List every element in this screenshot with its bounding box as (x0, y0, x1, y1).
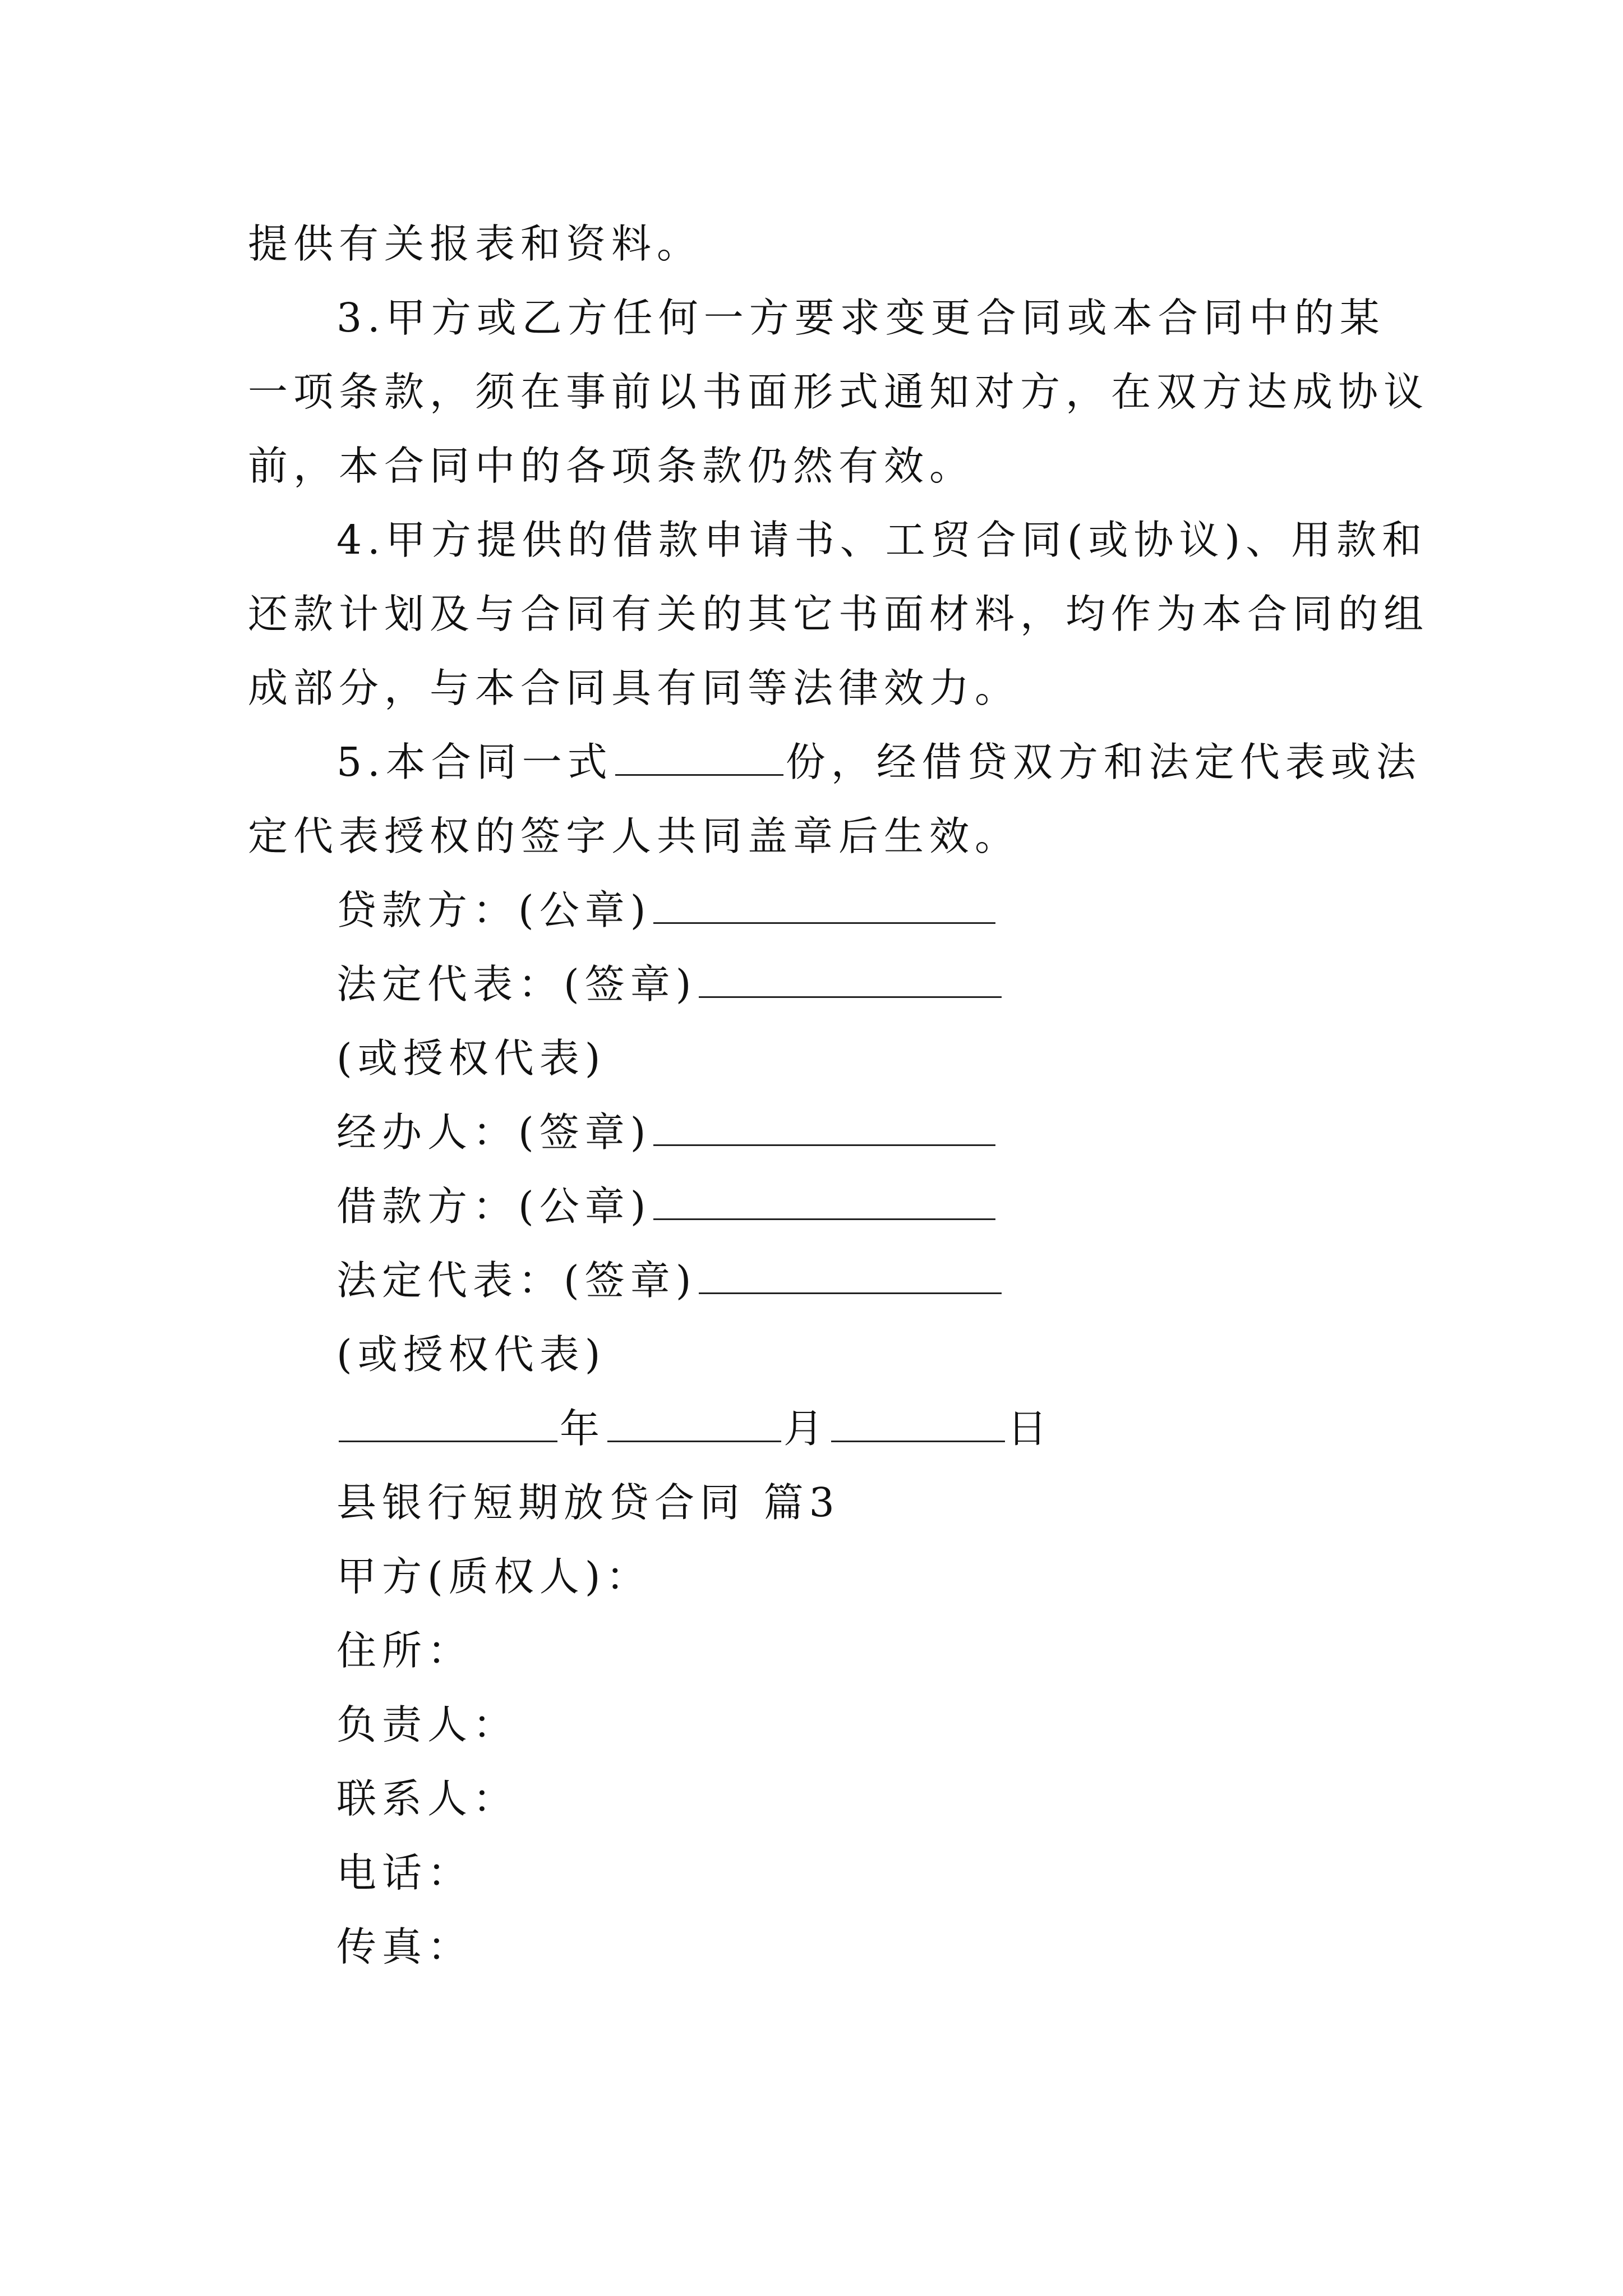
day-label: 日 (1007, 1405, 1053, 1452)
signature-blank (653, 889, 995, 924)
paragraph-line: 一项条款，须在事前以书面形式通知对方，在双方达成协议 (248, 369, 1430, 415)
signature-line-borrower-auth: (或授权代表) (336, 1331, 606, 1378)
party-a-label: 甲方(质权人)： (336, 1553, 652, 1600)
paragraph-line: 4.甲方提供的借款申请书、工贸合同(或协议)、用款和 (336, 517, 1428, 563)
paragraph-line (336, 731, 1422, 793)
paragraph-line: 前，本合同中的各项条款仍然有效。 (248, 443, 975, 489)
signature-blank (653, 1185, 995, 1220)
signature-label: 经办人：(签章) (336, 1109, 652, 1156)
signature-line-lender-rep (336, 954, 1004, 1015)
signature-line-lender (336, 880, 998, 941)
month-blank (607, 1407, 781, 1442)
signature-blank (699, 1259, 1002, 1294)
year-blank (339, 1407, 557, 1442)
signature-line-borrower (336, 1176, 998, 1237)
signature-blank (699, 963, 1002, 998)
section-title: 县银行短期放贷合同 篇3 (336, 1479, 840, 1526)
fax-label: 传真： (336, 1924, 473, 1970)
signature-line-handler (336, 1102, 998, 1163)
paragraph-line: 提供有关报表和资料。 (248, 220, 703, 267)
signature-label: 法定代表：(签章) (336, 961, 697, 1007)
signature-label: 借款方：(公章) (336, 1183, 652, 1230)
principal-label: 负责人： (336, 1701, 519, 1748)
date-line (336, 1398, 1053, 1460)
paragraph-line: 3.甲方或乙方任何一方要求变更合同或本合同中的某 (336, 295, 1385, 341)
phone-label: 电话： (336, 1849, 473, 1896)
paragraph-line: 成部分，与本合同具有同等法律效力。 (248, 665, 1021, 711)
day-blank (831, 1407, 1005, 1442)
copies-blank (615, 740, 783, 776)
signature-blank (653, 1111, 995, 1146)
signature-line-lender-auth: (或授权代表) (336, 1035, 606, 1082)
month-label: 月 (783, 1405, 829, 1452)
clause-text: 份，经借贷双方和法定代表或法 (785, 739, 1422, 785)
paragraph-line: 还款计划及与合同有关的其它书面材料，均作为本合同的组 (248, 591, 1430, 637)
contact-label: 联系人： (336, 1775, 519, 1822)
year-label: 年 (560, 1405, 606, 1452)
paragraph-line: 定代表授权的签字人共同盖章后生效。 (248, 813, 1021, 859)
signature-line-borrower-rep (336, 1250, 1004, 1312)
signature-label: 贷款方：(公章) (336, 887, 652, 933)
signature-label: 法定代表：(签章) (336, 1257, 697, 1304)
address-label: 住所： (336, 1627, 473, 1674)
clause-text: 5.本合同一式 (336, 739, 613, 785)
